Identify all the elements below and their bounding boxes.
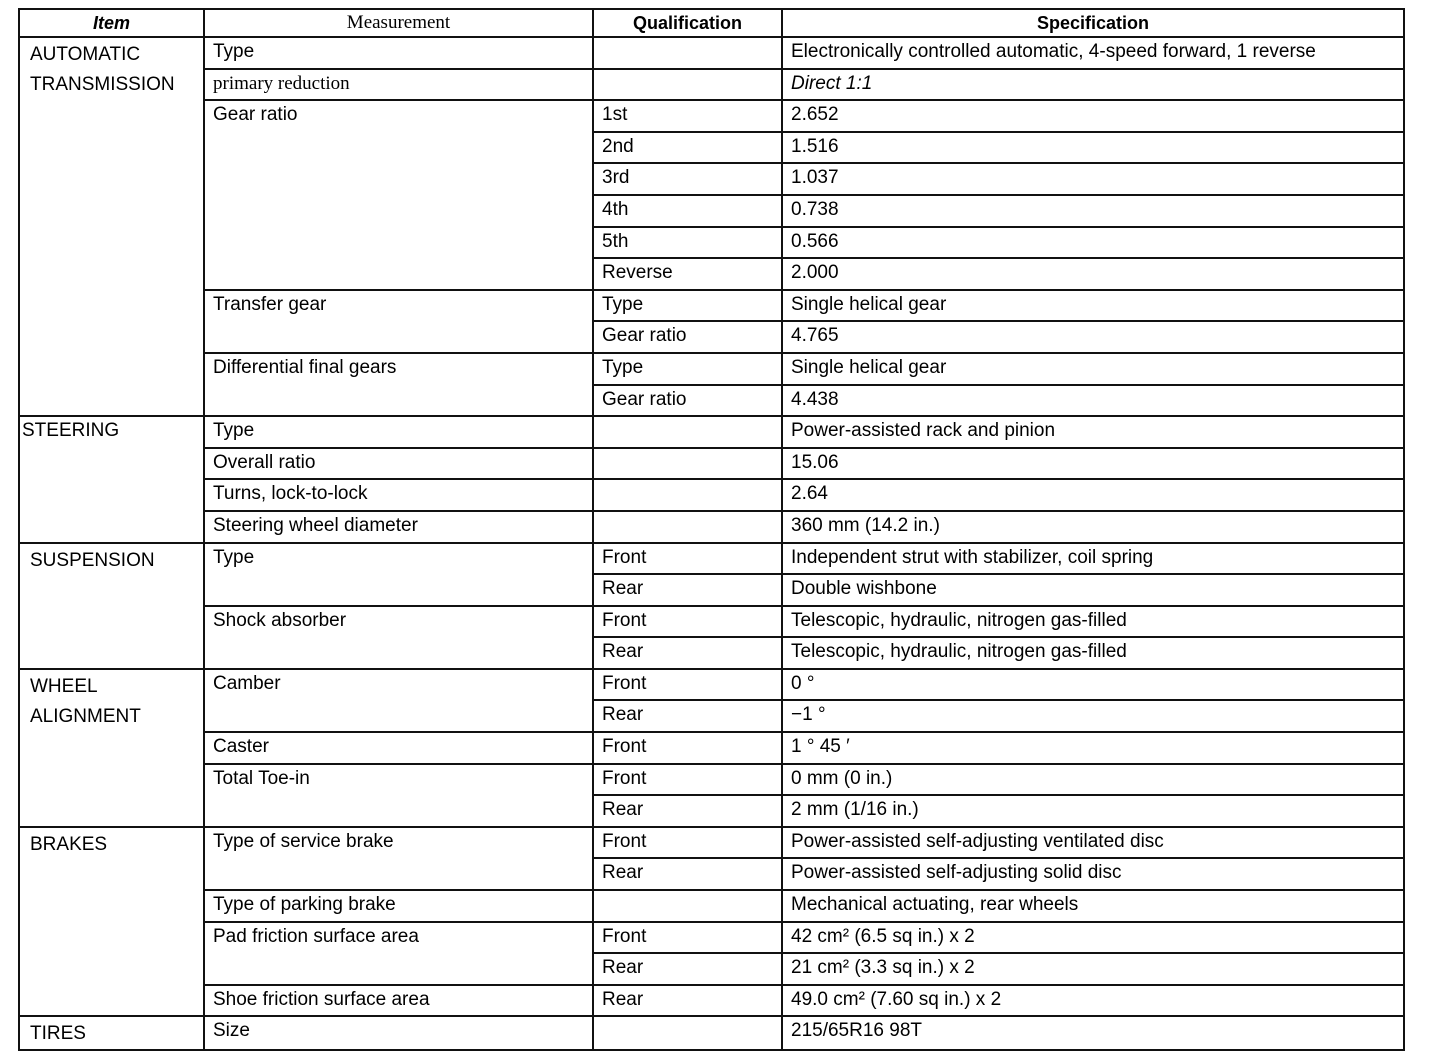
header-qualification: Qualification	[593, 9, 782, 37]
specification-cell: 2.652	[782, 100, 1404, 132]
specification-cell: 2.000	[782, 258, 1404, 290]
table-row	[19, 827, 1404, 859]
qualification-cell: 5th	[593, 227, 782, 259]
table-row	[19, 353, 1404, 385]
table-row	[19, 37, 1404, 69]
qualification-cell	[593, 1016, 782, 1050]
measurement-cell: Shock absorber	[204, 606, 593, 669]
specification-cell: 0.566	[782, 227, 1404, 259]
table-row	[19, 890, 1404, 922]
measurement-cell: Type	[204, 416, 593, 448]
specification-table	[18, 8, 1405, 1051]
qualification-cell: Rear	[593, 700, 782, 732]
measurement-cell: Pad friction surface area	[204, 922, 593, 985]
specification-cell: 1.516	[782, 132, 1404, 164]
qualification-cell: Front	[593, 606, 782, 638]
specification-cell: Power-assisted self-adjusting solid disc	[782, 858, 1404, 890]
item-tires: TIRES	[19, 1016, 204, 1050]
table-row	[19, 543, 1404, 575]
specification-cell: Telescopic, hydraulic, nitrogen gas-filled	[782, 637, 1404, 669]
qualification-cell	[593, 69, 782, 101]
specification-cell: 215/65R16 98T	[782, 1016, 1404, 1050]
specification-cell: 2.64	[782, 479, 1404, 511]
specification-cell: −1 °	[782, 700, 1404, 732]
specification-cell: Single helical gear	[782, 290, 1404, 322]
measurement-cell: Type	[204, 543, 593, 606]
qualification-cell	[593, 890, 782, 922]
measurement-cell: Overall ratio	[204, 448, 593, 480]
measurement-cell: Type of service brake	[204, 827, 593, 890]
item-suspension: SUSPENSION	[19, 543, 204, 669]
measurement-cell: Type	[204, 37, 593, 69]
table-header	[19, 9, 1404, 37]
table-row	[19, 922, 1404, 954]
header-measurement: Measurement	[204, 9, 593, 37]
specification-cell: 0.738	[782, 195, 1404, 227]
item-wheel-alignment: WHEEL ALIGNMENT	[19, 669, 204, 827]
qualification-cell: Reverse	[593, 258, 782, 290]
qualification-cell: Rear	[593, 858, 782, 890]
measurement-cell: Differential final gears	[204, 353, 593, 416]
measurement-cell: Caster	[204, 732, 593, 764]
qualification-cell: Front	[593, 732, 782, 764]
specification-cell: Single helical gear	[782, 353, 1404, 385]
qualification-cell: Front	[593, 543, 782, 575]
qualification-cell: Rear	[593, 953, 782, 985]
table-row	[19, 416, 1404, 448]
qualification-cell: Rear	[593, 985, 782, 1017]
specification-cell: 4.438	[782, 385, 1404, 417]
qualification-cell: Rear	[593, 637, 782, 669]
qualification-cell: Type	[593, 353, 782, 385]
specification-cell: 49.0 cm² (7.60 sq in.) x 2	[782, 985, 1404, 1017]
specification-cell: Double wishbone	[782, 574, 1404, 606]
qualification-cell: Front	[593, 669, 782, 701]
specification-cell: 0 mm (0 in.)	[782, 764, 1404, 796]
specification-cell: 15.06	[782, 448, 1404, 480]
qualification-cell: Type	[593, 290, 782, 322]
measurement-cell: Type of parking brake	[204, 890, 593, 922]
measurement-cell: Turns, lock-to-lock	[204, 479, 593, 511]
table-row	[19, 1016, 1404, 1050]
measurement-cell: primary reduction	[204, 69, 593, 101]
table-row	[19, 764, 1404, 796]
table-row	[19, 732, 1404, 764]
item-brakes: BRAKES	[19, 827, 204, 1017]
measurement-cell: Transfer gear	[204, 290, 593, 353]
qualification-cell	[593, 37, 782, 69]
qualification-cell: Rear	[593, 795, 782, 827]
specification-cell: 2 mm (1/16 in.)	[782, 795, 1404, 827]
qualification-cell	[593, 416, 782, 448]
qualification-cell: Front	[593, 922, 782, 954]
table-row	[19, 511, 1404, 543]
measurement-cell: Size	[204, 1016, 593, 1050]
specification-cell: Mechanical actuating, rear wheels	[782, 890, 1404, 922]
qualification-cell	[593, 511, 782, 543]
item-steering: STEERING	[19, 416, 204, 542]
table-row	[19, 69, 1404, 101]
item-automatic-transmission: AUTOMATIC TRANSMISSION	[19, 37, 204, 416]
table-row	[19, 669, 1404, 701]
table-row	[19, 100, 1404, 132]
table-row	[19, 985, 1404, 1017]
specification-cell: 42 cm² (6.5 sq in.) x 2	[782, 922, 1404, 954]
specification-cell: Power-assisted rack and pinion	[782, 416, 1404, 448]
specification-cell: 0 °	[782, 669, 1404, 701]
table-row	[19, 606, 1404, 638]
specification-cell: 360 mm (14.2 in.)	[782, 511, 1404, 543]
specification-cell: Telescopic, hydraulic, nitrogen gas-filled	[782, 606, 1404, 638]
qualification-cell: 2nd	[593, 132, 782, 164]
specification-cell: 1 ° 45 ′	[782, 732, 1404, 764]
measurement-cell: Total Toe-in	[204, 764, 593, 827]
qualification-cell: 4th	[593, 195, 782, 227]
header-row	[19, 9, 1404, 37]
table-body	[19, 37, 1404, 1050]
qualification-cell	[593, 479, 782, 511]
qualification-cell: Gear ratio	[593, 321, 782, 353]
measurement-cell: Camber	[204, 669, 593, 732]
measurement-cell: Gear ratio	[204, 100, 593, 290]
specification-cell: Electronically controlled automatic, 4-speed forward, 1 reverse	[782, 37, 1404, 69]
header-item: Item	[19, 9, 204, 37]
specification-cell: Direct 1:1	[782, 69, 1404, 101]
qualification-cell: Rear	[593, 574, 782, 606]
qualification-cell: Front	[593, 764, 782, 796]
specification-cell: 21 cm² (3.3 sq in.) x 2	[782, 953, 1404, 985]
qualification-cell: Front	[593, 827, 782, 859]
specification-cell: Independent strut with stabilizer, coil spring	[782, 543, 1404, 575]
qualification-cell: 1st	[593, 100, 782, 132]
qualification-cell: 3rd	[593, 163, 782, 195]
table-row	[19, 479, 1404, 511]
specification-cell: 1.037	[782, 163, 1404, 195]
specification-cell: 4.765	[782, 321, 1404, 353]
qualification-cell: Gear ratio	[593, 385, 782, 417]
measurement-cell: Steering wheel diameter	[204, 511, 593, 543]
table-row	[19, 448, 1404, 480]
measurement-cell: Shoe friction surface area	[204, 985, 593, 1017]
specification-cell: Power-assisted self-adjusting ventilated disc	[782, 827, 1404, 859]
header-specification: Specification	[782, 9, 1404, 37]
table-row	[19, 290, 1404, 322]
qualification-cell	[593, 448, 782, 480]
